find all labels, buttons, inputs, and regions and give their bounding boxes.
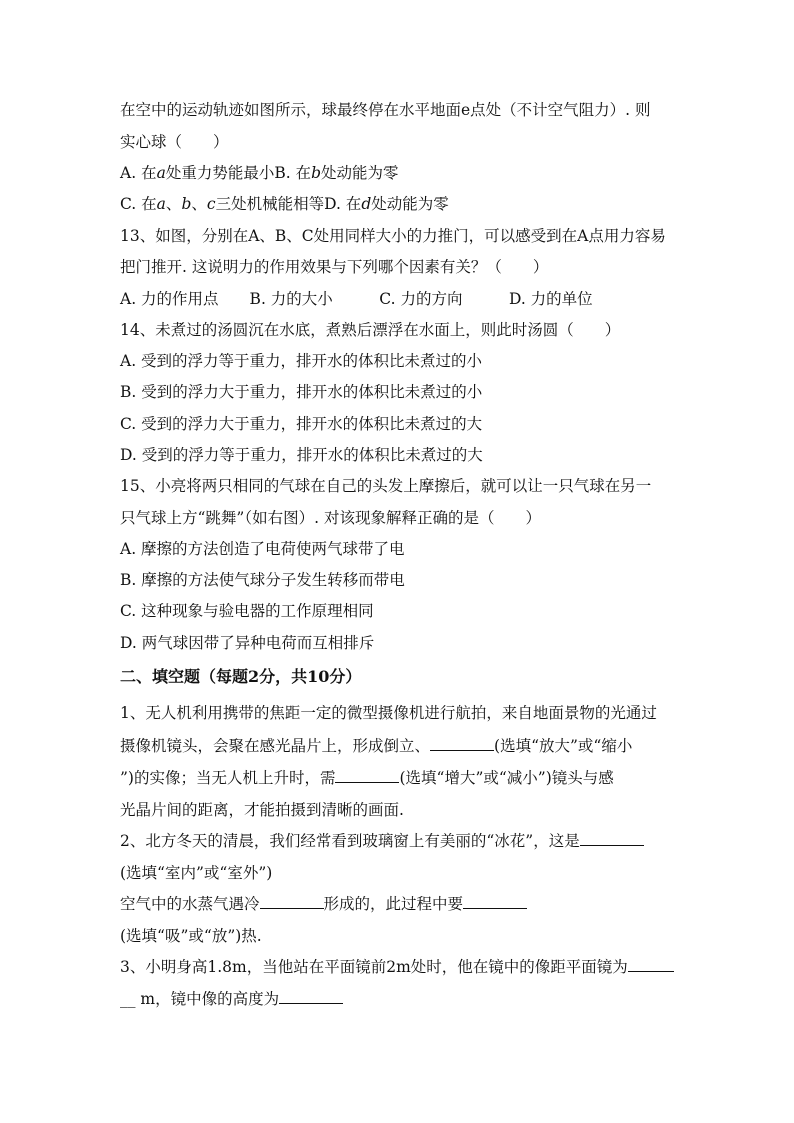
q13-options: A. 力的作用点 B. 力的大小 C. 力的方向 D. 力的单位 <box>120 290 593 308</box>
section-heading: 二、填空题（每题2分，共10分） <box>120 667 362 686</box>
f3-line2-text: __ m，镜中像的高度为 <box>120 990 280 1008</box>
q14-option-d: D. 受到的浮力等于重力，排开水的体积比未煮过的大 <box>120 446 483 464</box>
f2-line3-text: 空气中的水蒸气遇冷 <box>120 895 260 913</box>
q13-stem-line1: 13、如图，分别在A、B、C处用同样大小的力推门，可以感受到在A点用力容易 <box>120 227 666 245</box>
q12-c-var-a: a <box>156 195 166 213</box>
q12-options-ab <box>120 163 399 183</box>
q15-option-c: C. 这种现象与验电器的工作原理相同 <box>120 602 374 620</box>
answer-blank[interactable] <box>335 768 399 783</box>
q12-c-var-d: d <box>361 195 372 213</box>
q15-option-b: B. 摩擦的方法使气球分子发生转移而带电 <box>120 571 405 589</box>
answer-blank[interactable] <box>463 894 527 909</box>
f1-line2 <box>120 736 632 756</box>
f1-line3-suffix: (选填“增大”或“减小”)镜头与感 <box>399 769 614 787</box>
q12-stem-line1: 在空中的运动轨迹如图所示，球最终停在水平地面e点处（不计空气阻力）. 则 <box>120 101 651 119</box>
f2-line1-text: 2、北方冬天的清晨，我们经常看到玻璃窗上有美丽的“冰花”，这是 <box>120 832 580 850</box>
f2-line3 <box>120 894 527 914</box>
f1-line3 <box>120 768 614 788</box>
f1-line3-text: ”)的实像；当无人机上升时，需 <box>120 769 336 787</box>
q12-c-sep1: 、 <box>165 195 182 213</box>
q12-c-var-c: c <box>206 195 216 213</box>
f1-line2-suffix: (选填“放大”或“缩小 <box>494 737 633 755</box>
q12-c-mid: 三处机械能相等D. 在 <box>215 195 362 213</box>
q13-stem-line2: 把门推开. 这说明力的作用效果与下列哪个因素有关？（ ） <box>120 258 549 276</box>
f2-line4: (选填“吸”或“放”)热. <box>120 927 262 945</box>
q14-option-a: A. 受到的浮力等于重力，排开水的体积比未煮过的小 <box>120 352 483 370</box>
q12-var-a: a <box>156 164 166 182</box>
answer-blank[interactable] <box>260 894 324 909</box>
q12-c-sep2: 、 <box>191 195 207 213</box>
answer-blank[interactable] <box>580 831 644 846</box>
f2-line2: (选填“室内”或“室外”) <box>120 864 273 882</box>
q12-option-c-prefix: C. 在 <box>120 195 157 213</box>
q12-option-mid: 处重力势能最小B. 在 <box>165 164 312 182</box>
q15-option-a: A. 摩擦的方法创造了电荷使两气球带了电 <box>120 540 405 558</box>
q12-option-b-suffix: 处动能为零 <box>321 164 399 182</box>
f1-line2-text: 摄像机镜头，会聚在感光晶片上，形成倒立、 <box>120 737 431 755</box>
q14-option-b: B. 受到的浮力大于重力，排开水的体积比未煮过的小 <box>120 383 483 401</box>
f1-line1: 1、无人机利用携带的焦距一定的微型摄像机进行航拍，来自地面景物的光通过 <box>120 704 657 722</box>
f2-line3-mid: 形成的，此过程中要 <box>323 895 464 913</box>
answer-blank[interactable] <box>430 736 494 751</box>
f3-line1-text: 3、小明身高1.8m，当他站在平面镜前2m处时，他在镜中的像距平面镜为 <box>120 958 628 976</box>
f3-line2 <box>120 989 343 1009</box>
f3-line1 <box>120 957 674 977</box>
q15-stem-line1: 15、小亮将两只相同的气球在自己的头发上摩擦后，就可以让一只气球在另一 <box>120 477 652 495</box>
answer-blank[interactable] <box>279 989 343 1004</box>
q12-var-b: b <box>311 164 321 182</box>
q15-stem-line2: 只气球上方“跳舞”（如右图）. 对该现象解释正确的是（ ） <box>120 509 541 527</box>
q12-c-var-b: b <box>181 195 192 213</box>
q12-option-a-prefix: A. 在 <box>120 164 157 182</box>
q12-c-suffix: 处动能为零 <box>371 195 449 213</box>
q12-stem-line2: 实心球（ ） <box>120 133 229 151</box>
q14-option-c: C. 受到的浮力大于重力，排开水的体积比未煮过的大 <box>120 415 483 433</box>
q14-stem: 14、未煮过的汤圆沉在水底，煮熟后漂浮在水面上，则此时汤圆（ ） <box>120 321 621 339</box>
f1-line4: 光晶片间的距离，才能拍摄到清晰的画面. <box>120 801 404 819</box>
f2-line1 <box>120 831 644 851</box>
q15-option-d: D. 两气球因带了异种电荷而互相排斥 <box>120 634 375 652</box>
answer-blank[interactable] <box>628 957 674 972</box>
q12-options-cd <box>120 194 449 214</box>
